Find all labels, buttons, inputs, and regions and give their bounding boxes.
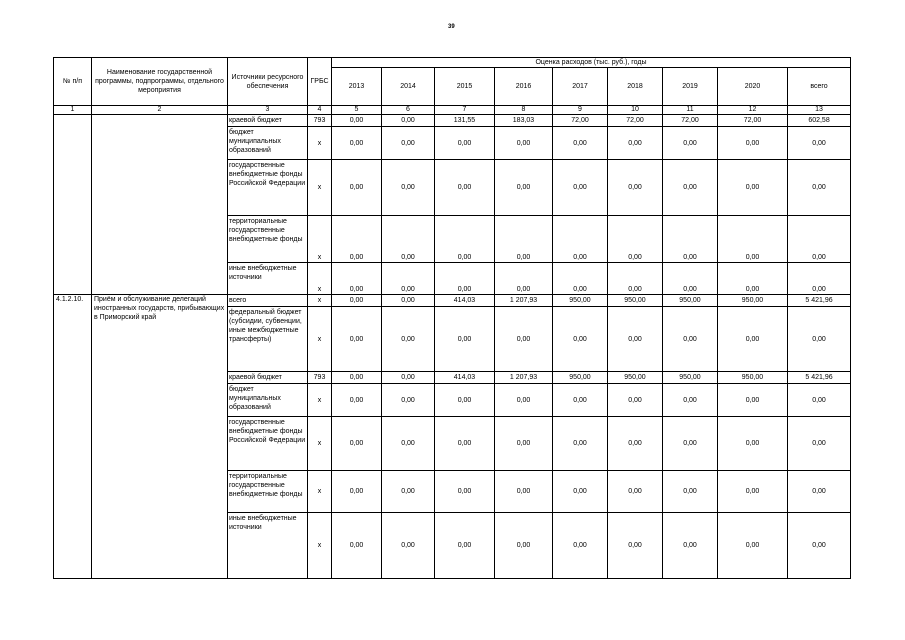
value-cell: 0,00 xyxy=(435,216,495,263)
total-cell: 0,00 xyxy=(788,513,851,579)
column-index: 7 xyxy=(435,106,495,115)
value-cell: 0,00 xyxy=(495,471,553,513)
source-cell: территориальные государственные внебюджетные фонды xyxy=(228,216,308,263)
column-index: 3 xyxy=(228,106,308,115)
source-cell: федеральный бюджет (субсидии, субвенции, иные межбюджетные трансферты) xyxy=(228,307,308,372)
value-cell: 0,00 xyxy=(718,216,788,263)
value-cell: 0,00 xyxy=(608,471,663,513)
value-cell: 0,00 xyxy=(435,160,495,216)
header-year: 2013 xyxy=(332,68,382,106)
value-cell: 72,00 xyxy=(608,115,663,127)
source-cell: бюджет муниципальных образований xyxy=(228,127,308,160)
value-cell: 0,00 xyxy=(382,295,435,307)
header-estimate: Оценка расходов (тыс. руб.), годы xyxy=(332,58,851,68)
value-cell: 0,00 xyxy=(435,127,495,160)
value-cell: 72,00 xyxy=(718,115,788,127)
value-cell: 0,00 xyxy=(495,417,553,471)
header-year: 2016 xyxy=(495,68,553,106)
value-cell: 0,00 xyxy=(553,307,608,372)
value-cell: 950,00 xyxy=(663,295,718,307)
header-name: Наименование государственной программы, подпрограммы, отдельного мероприятия xyxy=(92,58,228,106)
value-cell: 0,00 xyxy=(553,160,608,216)
value-cell: 0,00 xyxy=(435,471,495,513)
value-cell: 0,00 xyxy=(663,384,718,417)
value-cell: 0,00 xyxy=(495,307,553,372)
value-cell: 0,00 xyxy=(553,216,608,263)
value-cell: 0,00 xyxy=(495,127,553,160)
table-row xyxy=(54,295,851,307)
value-cell: 950,00 xyxy=(663,372,718,384)
source-cell: краевой бюджет xyxy=(228,115,308,127)
value-cell: 72,00 xyxy=(553,115,608,127)
column-index: 9 xyxy=(553,106,608,115)
value-cell: 0,00 xyxy=(663,263,718,295)
value-cell: 0,00 xyxy=(382,263,435,295)
value-cell: 0,00 xyxy=(553,513,608,579)
value-cell: 0,00 xyxy=(495,263,553,295)
column-index: 5 xyxy=(332,106,382,115)
value-cell: 0,00 xyxy=(382,417,435,471)
grbs-cell: х xyxy=(308,417,332,471)
total-cell: 0,00 xyxy=(788,127,851,160)
total-cell: 0,00 xyxy=(788,307,851,372)
grbs-cell: х xyxy=(308,307,332,372)
row-name-empty xyxy=(92,115,228,295)
value-cell: 414,03 xyxy=(435,295,495,307)
grbs-cell: х xyxy=(308,384,332,417)
total-cell: 0,00 xyxy=(788,417,851,471)
value-cell: 1 207,93 xyxy=(495,295,553,307)
value-cell: 0,00 xyxy=(663,513,718,579)
grbs-cell: х xyxy=(308,513,332,579)
value-cell: 0,00 xyxy=(332,263,382,295)
value-cell: 0,00 xyxy=(718,160,788,216)
value-cell: 0,00 xyxy=(435,263,495,295)
total-cell: 5 421,96 xyxy=(788,372,851,384)
value-cell: 0,00 xyxy=(435,513,495,579)
column-index: 13 xyxy=(788,106,851,115)
value-cell: 0,00 xyxy=(608,384,663,417)
column-index: 6 xyxy=(382,106,435,115)
total-cell: 0,00 xyxy=(788,384,851,417)
value-cell: 0,00 xyxy=(553,471,608,513)
value-cell: 0,00 xyxy=(382,307,435,372)
value-cell: 0,00 xyxy=(382,513,435,579)
value-cell: 0,00 xyxy=(332,115,382,127)
header-year: 2020 xyxy=(718,68,788,106)
value-cell: 1 207,93 xyxy=(495,372,553,384)
value-cell: 0,00 xyxy=(608,127,663,160)
value-cell: 0,00 xyxy=(495,513,553,579)
source-cell: краевой бюджет xyxy=(228,372,308,384)
total-cell: 0,00 xyxy=(788,263,851,295)
value-cell: 0,00 xyxy=(608,513,663,579)
value-cell: 0,00 xyxy=(382,471,435,513)
grbs-cell: х xyxy=(308,295,332,307)
header-source: Источники ресурсного обеспечения xyxy=(228,58,308,106)
value-cell: 0,00 xyxy=(553,384,608,417)
table-row xyxy=(54,115,851,127)
column-index: 11 xyxy=(663,106,718,115)
value-cell: 0,00 xyxy=(332,372,382,384)
value-cell: 950,00 xyxy=(718,295,788,307)
value-cell: 0,00 xyxy=(435,384,495,417)
header-year: 2017 xyxy=(553,68,608,106)
value-cell: 950,00 xyxy=(608,372,663,384)
column-index: 2 xyxy=(92,106,228,115)
value-cell: 950,00 xyxy=(718,372,788,384)
page-number: 39 xyxy=(448,24,455,30)
value-cell: 0,00 xyxy=(553,417,608,471)
value-cell: 0,00 xyxy=(332,295,382,307)
value-cell: 183,03 xyxy=(495,115,553,127)
value-cell: 0,00 xyxy=(663,127,718,160)
value-cell: 131,55 xyxy=(435,115,495,127)
value-cell: 414,03 xyxy=(435,372,495,384)
value-cell: 0,00 xyxy=(663,160,718,216)
value-cell: 0,00 xyxy=(332,307,382,372)
value-cell: 0,00 xyxy=(382,216,435,263)
header-year: 2019 xyxy=(663,68,718,106)
value-cell: 0,00 xyxy=(382,384,435,417)
grbs-cell: х xyxy=(308,160,332,216)
value-cell: 0,00 xyxy=(495,216,553,263)
value-cell: 0,00 xyxy=(718,417,788,471)
source-cell: государственные внебюджетные фонды Российской Федерации xyxy=(228,417,308,471)
grbs-cell: х xyxy=(308,471,332,513)
header-year: 2015 xyxy=(435,68,495,106)
column-index: 12 xyxy=(718,106,788,115)
row-number-empty xyxy=(54,115,92,295)
source-cell: бюджет муниципальных образований xyxy=(228,384,308,417)
budget-table xyxy=(53,57,851,579)
value-cell: 0,00 xyxy=(608,216,663,263)
value-cell: 72,00 xyxy=(663,115,718,127)
total-cell: 0,00 xyxy=(788,160,851,216)
value-cell: 0,00 xyxy=(663,417,718,471)
header-total: всего xyxy=(788,68,851,106)
value-cell: 0,00 xyxy=(382,127,435,160)
column-index: 10 xyxy=(608,106,663,115)
value-cell: 0,00 xyxy=(663,216,718,263)
source-cell: всего xyxy=(228,295,308,307)
value-cell: 0,00 xyxy=(663,471,718,513)
value-cell: 0,00 xyxy=(718,263,788,295)
grbs-cell: 793 xyxy=(308,372,332,384)
column-index-row xyxy=(54,106,851,115)
row-name: Приём и обслуживание делегаций иностранных государств, прибывающих в Приморский край xyxy=(92,295,228,579)
value-cell: 0,00 xyxy=(332,384,382,417)
total-cell: 0,00 xyxy=(788,471,851,513)
column-index: 8 xyxy=(495,106,553,115)
source-cell: иные внебюджетные источники xyxy=(228,513,308,579)
value-cell: 0,00 xyxy=(495,160,553,216)
value-cell: 0,00 xyxy=(718,127,788,160)
value-cell: 0,00 xyxy=(332,513,382,579)
source-cell: иные внебюджетные источники xyxy=(228,263,308,295)
grbs-cell: х xyxy=(308,216,332,263)
value-cell: 0,00 xyxy=(608,263,663,295)
value-cell: 0,00 xyxy=(718,471,788,513)
value-cell: 0,00 xyxy=(332,216,382,263)
value-cell: 0,00 xyxy=(608,307,663,372)
value-cell: 0,00 xyxy=(608,160,663,216)
value-cell: 0,00 xyxy=(332,471,382,513)
value-cell: 0,00 xyxy=(435,307,495,372)
value-cell: 0,00 xyxy=(718,384,788,417)
value-cell: 0,00 xyxy=(435,417,495,471)
grbs-cell: х xyxy=(308,127,332,160)
source-cell: территориальные государственные внебюджетные фонды xyxy=(228,471,308,513)
value-cell: 0,00 xyxy=(718,307,788,372)
value-cell: 0,00 xyxy=(495,384,553,417)
header-grbs: ГРБС xyxy=(308,58,332,106)
header-year: 2014 xyxy=(382,68,435,106)
total-cell: 5 421,96 xyxy=(788,295,851,307)
value-cell: 0,00 xyxy=(382,160,435,216)
value-cell: 950,00 xyxy=(553,372,608,384)
grbs-cell: х xyxy=(308,263,332,295)
header-year: 2018 xyxy=(608,68,663,106)
column-index: 4 xyxy=(308,106,332,115)
header-num: № п/п xyxy=(54,58,92,106)
value-cell: 0,00 xyxy=(332,127,382,160)
value-cell: 0,00 xyxy=(553,127,608,160)
value-cell: 0,00 xyxy=(718,513,788,579)
total-cell: 0,00 xyxy=(788,216,851,263)
row-number: 4.1.2.10. xyxy=(54,295,92,579)
total-cell: 602,58 xyxy=(788,115,851,127)
column-index: 1 xyxy=(54,106,92,115)
value-cell: 950,00 xyxy=(608,295,663,307)
value-cell: 0,00 xyxy=(332,160,382,216)
value-cell: 0,00 xyxy=(608,417,663,471)
value-cell: 0,00 xyxy=(382,372,435,384)
grbs-cell: 793 xyxy=(308,115,332,127)
value-cell: 0,00 xyxy=(332,417,382,471)
source-cell: государственные внебюджетные фонды Российской Федерации xyxy=(228,160,308,216)
value-cell: 0,00 xyxy=(553,263,608,295)
value-cell: 0,00 xyxy=(382,115,435,127)
value-cell: 0,00 xyxy=(663,307,718,372)
value-cell: 950,00 xyxy=(553,295,608,307)
